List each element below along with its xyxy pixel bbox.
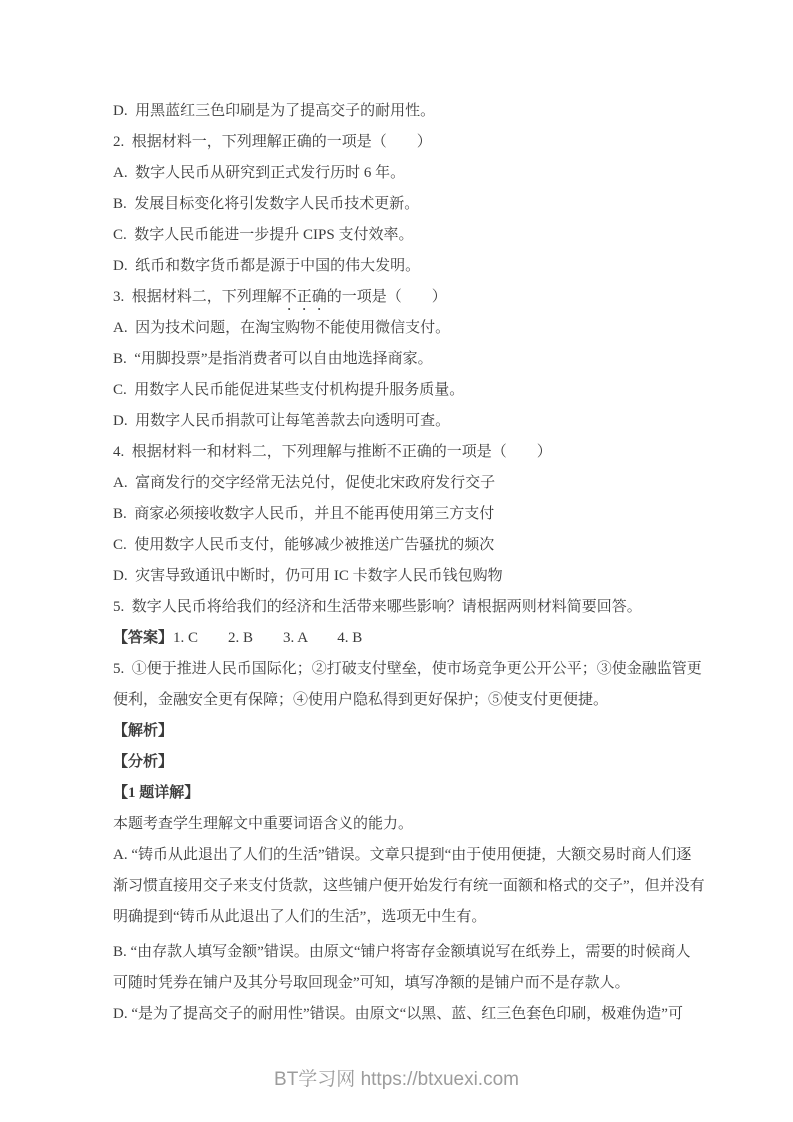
q3-option-c: C. 用数字人民币能促进某些支付机构提升服务质量。 <box>113 382 465 398</box>
footer-watermark-text: BT学习网 https://btxuexi.com <box>274 1069 519 1090</box>
q2-option-c: C. 数字人民币能进一步提升 CIPS 支付效率。 <box>113 227 414 243</box>
q2-option-a: A. 数字人民币从研究到正式发行历时 6 年。 <box>113 165 406 181</box>
q1-detail-option-a-line-2: 渐习惯直接用交子来支付货款，这些铺户便开始发行有统一面额和格式的交子”，但并没有 <box>113 878 705 894</box>
q1-detail-label: 【1 题详解】 <box>113 785 200 801</box>
q4-option-a: A. 富商发行的交字经常无法兑付，促使北宋政府发行交子 <box>113 475 496 491</box>
q3-stem-post: 的一项是（ ） <box>326 289 447 305</box>
q2-option-b: B. 发展目标变化将引发数字人民币技术更新。 <box>113 196 420 212</box>
q3-option-d: D. 用数字人民币捐款可让每笔善款去向透明可查。 <box>113 413 451 429</box>
analysis-label: 【解析】 <box>113 723 174 739</box>
answer-values: 1. C 2. B 3. A 4. B <box>173 630 363 646</box>
footer-watermark <box>0 1064 793 1091</box>
answer-label: 【答案】 <box>113 630 174 646</box>
q1-detail-option-d-line-1: D. “是为了提高交子的耐用性”错误。由原文“以黑、蓝、红三色套色印刷，极难伪造”可 <box>113 1006 683 1022</box>
answer-summary <box>113 623 705 654</box>
q3-stem-emphasized: 不正确 <box>281 289 327 305</box>
q2-option-d: D. 纸币和数字货币都是源于中国的伟大发明。 <box>113 258 421 274</box>
q2-stem: 2. 根据材料一，下列理解正确的一项是（ ） <box>113 134 432 150</box>
q1-detail-option-a-line-1: A. “铸币从此退出了人们的生活”错误。文章只提到“由于使用便捷，大额交易时商人们逐 <box>113 847 692 863</box>
q1-detail-option-b-line-1: B. “由存款人填写金额”错误。由原文“铺户将寄存金额填说写在纸券上，需要的时候商人 <box>113 944 691 960</box>
q3-stem <box>113 282 705 313</box>
q4-stem: 4. 根据材料一和材料二，下列理解与推断不正确的一项是（ ） <box>113 444 552 460</box>
q4-option-d: D. 灾害导致通讯中断时，仍可用 IC 卡数字人民币钱包购物 <box>113 568 503 584</box>
q3-stem-pre: 3. 根据材料二，下列理解 <box>113 289 282 305</box>
q1-option-d: D. 用黑蓝红三色印刷是为了提高交子的耐用性。 <box>113 103 436 119</box>
q3-option-a: A. 因为技术问题，在淘宝购物不能使用微信支付。 <box>113 320 451 336</box>
answer-q5-line-2: 便利，金融安全更有保障；④使用户隐私得到更好保护；⑤使支付更便捷。 <box>113 692 609 708</box>
breakdown-label: 【分析】 <box>113 754 174 770</box>
answer-q5-line-1: 5. ①便于推进人民币国际化；②打破支付壁垒，使市场竞争更公开公平；③使金融监管更 <box>113 661 702 677</box>
q1-detail-option-a-line-3: 明确提到“铸币从此退出了人们的生活”，选项无中生有。 <box>113 909 487 925</box>
document-body <box>113 96 705 1030</box>
q3-option-b: B. “用脚投票”是指消费者可以自由地选择商家。 <box>113 351 433 367</box>
q1-detail-intro: 本题考查学生理解文中重要词语含义的能力。 <box>113 816 414 832</box>
q1-detail-option-b-line-2: 可随时凭券在铺户及其分号取回现金”可知，填写净额的是铺户而不是存款人。 <box>113 975 630 991</box>
q4-option-c: C. 使用数字人民币支付，能够减少被推送广告骚扰的频次 <box>113 537 495 553</box>
q4-option-b: B. 商家必须接收数字人民币，并且不能再使用第三方支付 <box>113 506 495 522</box>
q5-stem: 5. 数字人民币将给我们的经济和生活带来哪些影响？请根据两则材料简要回答。 <box>113 599 642 615</box>
